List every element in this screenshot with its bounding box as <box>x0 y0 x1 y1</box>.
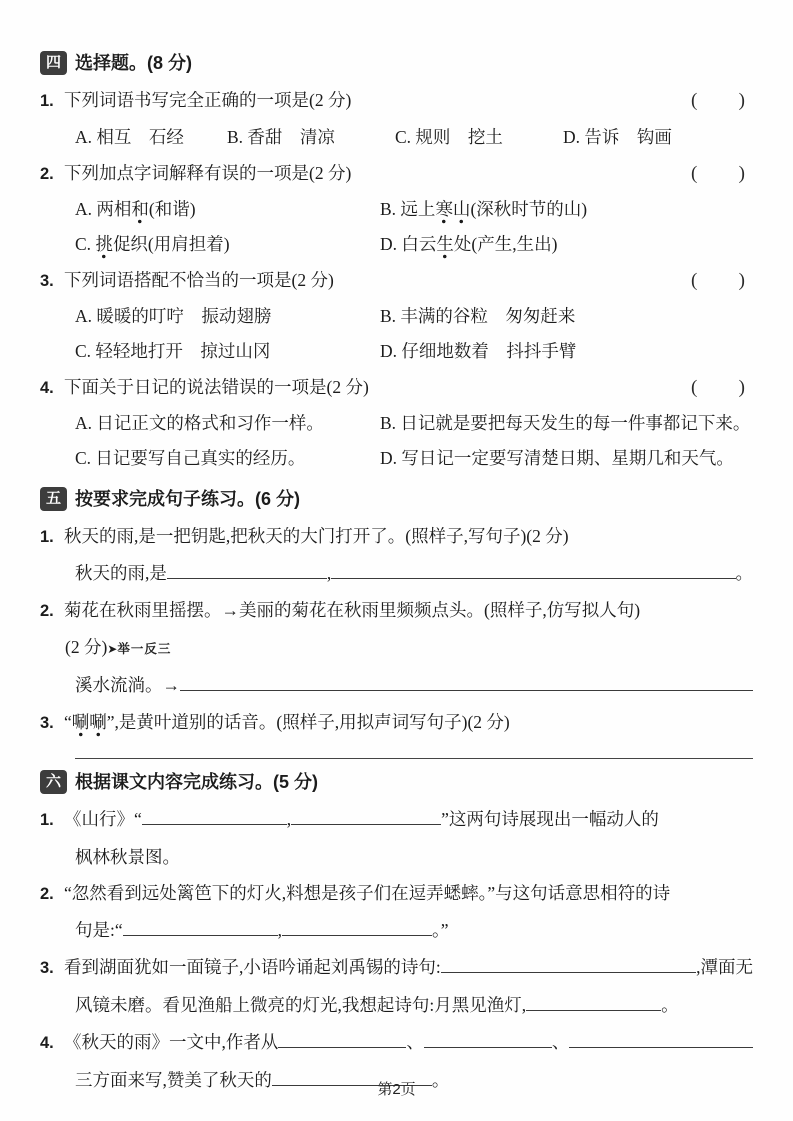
answer-bracket[interactable]: ( ) <box>691 377 745 398</box>
emphasis-dots: 生 <box>436 234 454 259</box>
option-b[interactable]: B. 丰满的谷粒 匆匆赶来 <box>380 306 576 326</box>
answer-prefix: 秋天的雨,是 <box>75 563 167 583</box>
question-line2: 枫林秋景图。 <box>75 847 180 867</box>
option-b[interactable]: B. 日记就是要把每天发生的每一件事都记下来。 <box>380 413 751 433</box>
option-d[interactable]: D. 白云生处(产生,生出) <box>380 227 753 262</box>
option-c[interactable]: C. 轻轻地打开 掠过山冈 <box>75 341 271 361</box>
question-stem: 秋天的雨,是一把钥匙,把秋天的大门打开了。(照样子,写句子)(2 分) <box>64 526 569 546</box>
option-a[interactable]: A. 日记正文的格式和习作一样。 <box>75 413 324 433</box>
question-line2: 风镜未磨。看见渔船上微亮的灯光,我想起诗句:月黑见渔灯, 。 <box>75 995 679 1015</box>
option-c[interactable]: C. 规则 挖土 <box>395 127 503 147</box>
section-text-recall-header <box>40 765 753 799</box>
answer-blank[interactable] <box>167 562 327 580</box>
answer-blank[interactable] <box>291 808 441 826</box>
option-c[interactable]: C. 日记要写自己真实的经历。 <box>75 448 306 468</box>
section-number-badge: 五 <box>40 487 67 511</box>
question-2 <box>40 155 753 262</box>
question-number: 3. <box>40 959 54 977</box>
emphasis-dots: 寒山 <box>435 199 470 224</box>
question-2 <box>40 875 753 949</box>
question-stem: 下面关于日记的说法错误的一项是(2 分) <box>64 377 369 397</box>
question-number: 3. <box>40 272 54 290</box>
option-a[interactable]: A. 两相和(和谐) <box>75 192 380 227</box>
section-choice-header <box>40 46 753 80</box>
option-c[interactable]: C. 挑促织(用肩担着) <box>75 227 380 262</box>
option-b[interactable]: B. 远上寒山(深秋时节的山) <box>380 192 753 227</box>
option-a[interactable]: A. 相互 石经 <box>75 127 184 147</box>
section-number-badge: 六 <box>40 770 67 794</box>
question-1 <box>40 82 753 155</box>
question-1 <box>40 801 753 875</box>
question-1 <box>40 518 753 592</box>
options-grid <box>40 192 753 262</box>
page-number: 第2页 <box>377 1081 416 1098</box>
option-d[interactable]: D. 仔细地数着 抖抖手臂 <box>380 341 577 361</box>
question-stem-line2: (2 分)➤举一反三 <box>65 637 172 657</box>
section-number-badge: 四 <box>40 51 67 75</box>
section-title: 按要求完成句子练习。(6 分) <box>75 489 300 509</box>
answer-blank[interactable] <box>142 808 287 826</box>
question-stem: 下列加点字词解释有误的一项是(2 分) <box>64 163 352 183</box>
options-grid <box>40 406 753 476</box>
option-d[interactable]: D. 告诉 钩画 <box>563 127 672 147</box>
question-stem: 菊花在秋雨里摇摆。→美丽的菊花在秋雨里频频点头。(照样子,仿写拟人句) <box>64 600 641 620</box>
answer-blank[interactable] <box>331 562 735 580</box>
answer-blank[interactable] <box>441 956 696 974</box>
question-line1: 4. 《秋天的雨》一文中,作者从 、 、 <box>40 1024 753 1062</box>
question-number: 1. <box>40 528 54 546</box>
question-number: 2. <box>40 602 54 620</box>
question-line2: 三方面来写,赞美了秋天的 。 <box>75 1070 450 1090</box>
tip-badge: 举一反三 <box>117 642 172 656</box>
section-title: 根据课文内容完成练习。(5 分) <box>75 772 318 792</box>
option-a[interactable]: A. 暖暖的叮咛 振动翅膀 <box>75 306 272 326</box>
answer-blank[interactable] <box>526 994 661 1012</box>
question-number: 4. <box>40 379 54 397</box>
question-2 <box>40 592 753 704</box>
option-b[interactable]: B. 香甜 清凉 <box>227 127 335 147</box>
section-sentence <box>40 482 753 759</box>
question-stem: 下列词语搭配不恰当的一项是(2 分) <box>64 270 334 290</box>
answer-blank[interactable] <box>180 674 753 692</box>
answer-bracket[interactable]: ( ) <box>691 163 745 184</box>
answer-blank[interactable] <box>569 1031 753 1049</box>
emphasis-dots: 和 <box>131 199 149 224</box>
question-4 <box>40 369 753 476</box>
options-row <box>40 119 753 155</box>
question-3 <box>40 262 753 369</box>
option-d[interactable]: D. 写日记一定要写清楚日期、星期几和天气。 <box>380 448 734 468</box>
section-text-recall <box>40 765 753 1099</box>
emphasis-dots: 唰唰 <box>72 712 107 737</box>
emphasis-dots: 挑 <box>95 234 113 259</box>
question-line1: 1. 《山行》“ , ”这两句诗展现出一幅动人的 <box>40 801 753 839</box>
answer-line: 秋天的雨,是 , 。 <box>40 555 753 592</box>
answer-blank[interactable] <box>282 919 432 937</box>
answer-blank[interactable] <box>424 1031 552 1049</box>
question-stem: “唰唰”,是黄叶道别的话音。(照样子,用拟声词写句子)(2 分) <box>64 704 510 740</box>
section-title: 选择题。(8 分) <box>75 53 192 73</box>
answer-blank[interactable] <box>75 745 753 759</box>
question-number: 1. <box>40 92 54 110</box>
question-line2: 句是:“ , 。” <box>75 920 449 940</box>
question-stem: 下列词语书写完全正确的一项是(2 分) <box>64 90 352 110</box>
section-choice <box>40 46 753 476</box>
answer-bracket[interactable]: ( ) <box>691 270 745 291</box>
options-grid <box>40 299 753 369</box>
question-3 <box>40 704 753 759</box>
answer-bracket[interactable]: ( ) <box>691 90 745 111</box>
section-sentence-header <box>40 482 753 516</box>
question-number: 3. <box>40 714 54 732</box>
question-line1: 3. 看到湖面犹如一面镜子,小语吟诵起刘禹锡的诗句: ,潭面无 <box>40 949 753 987</box>
answer-blank[interactable] <box>278 1031 406 1049</box>
tip-arrow-icon: ➤ <box>107 642 118 656</box>
question-line1: “忽然看到远处篱笆下的灯火,料想是孩子们在逗弄蟋蟀。”与这句话意思相符的诗 <box>64 883 671 903</box>
answer-line <box>40 667 753 704</box>
question-3 <box>40 949 753 1024</box>
question-number: 2. <box>40 885 54 903</box>
answer-prefix: 溪水流淌。→ <box>75 675 180 695</box>
question-number: 4. <box>40 1034 54 1052</box>
question-number: 2. <box>40 165 54 183</box>
answer-blank[interactable] <box>123 919 278 937</box>
question-number: 1. <box>40 811 54 829</box>
